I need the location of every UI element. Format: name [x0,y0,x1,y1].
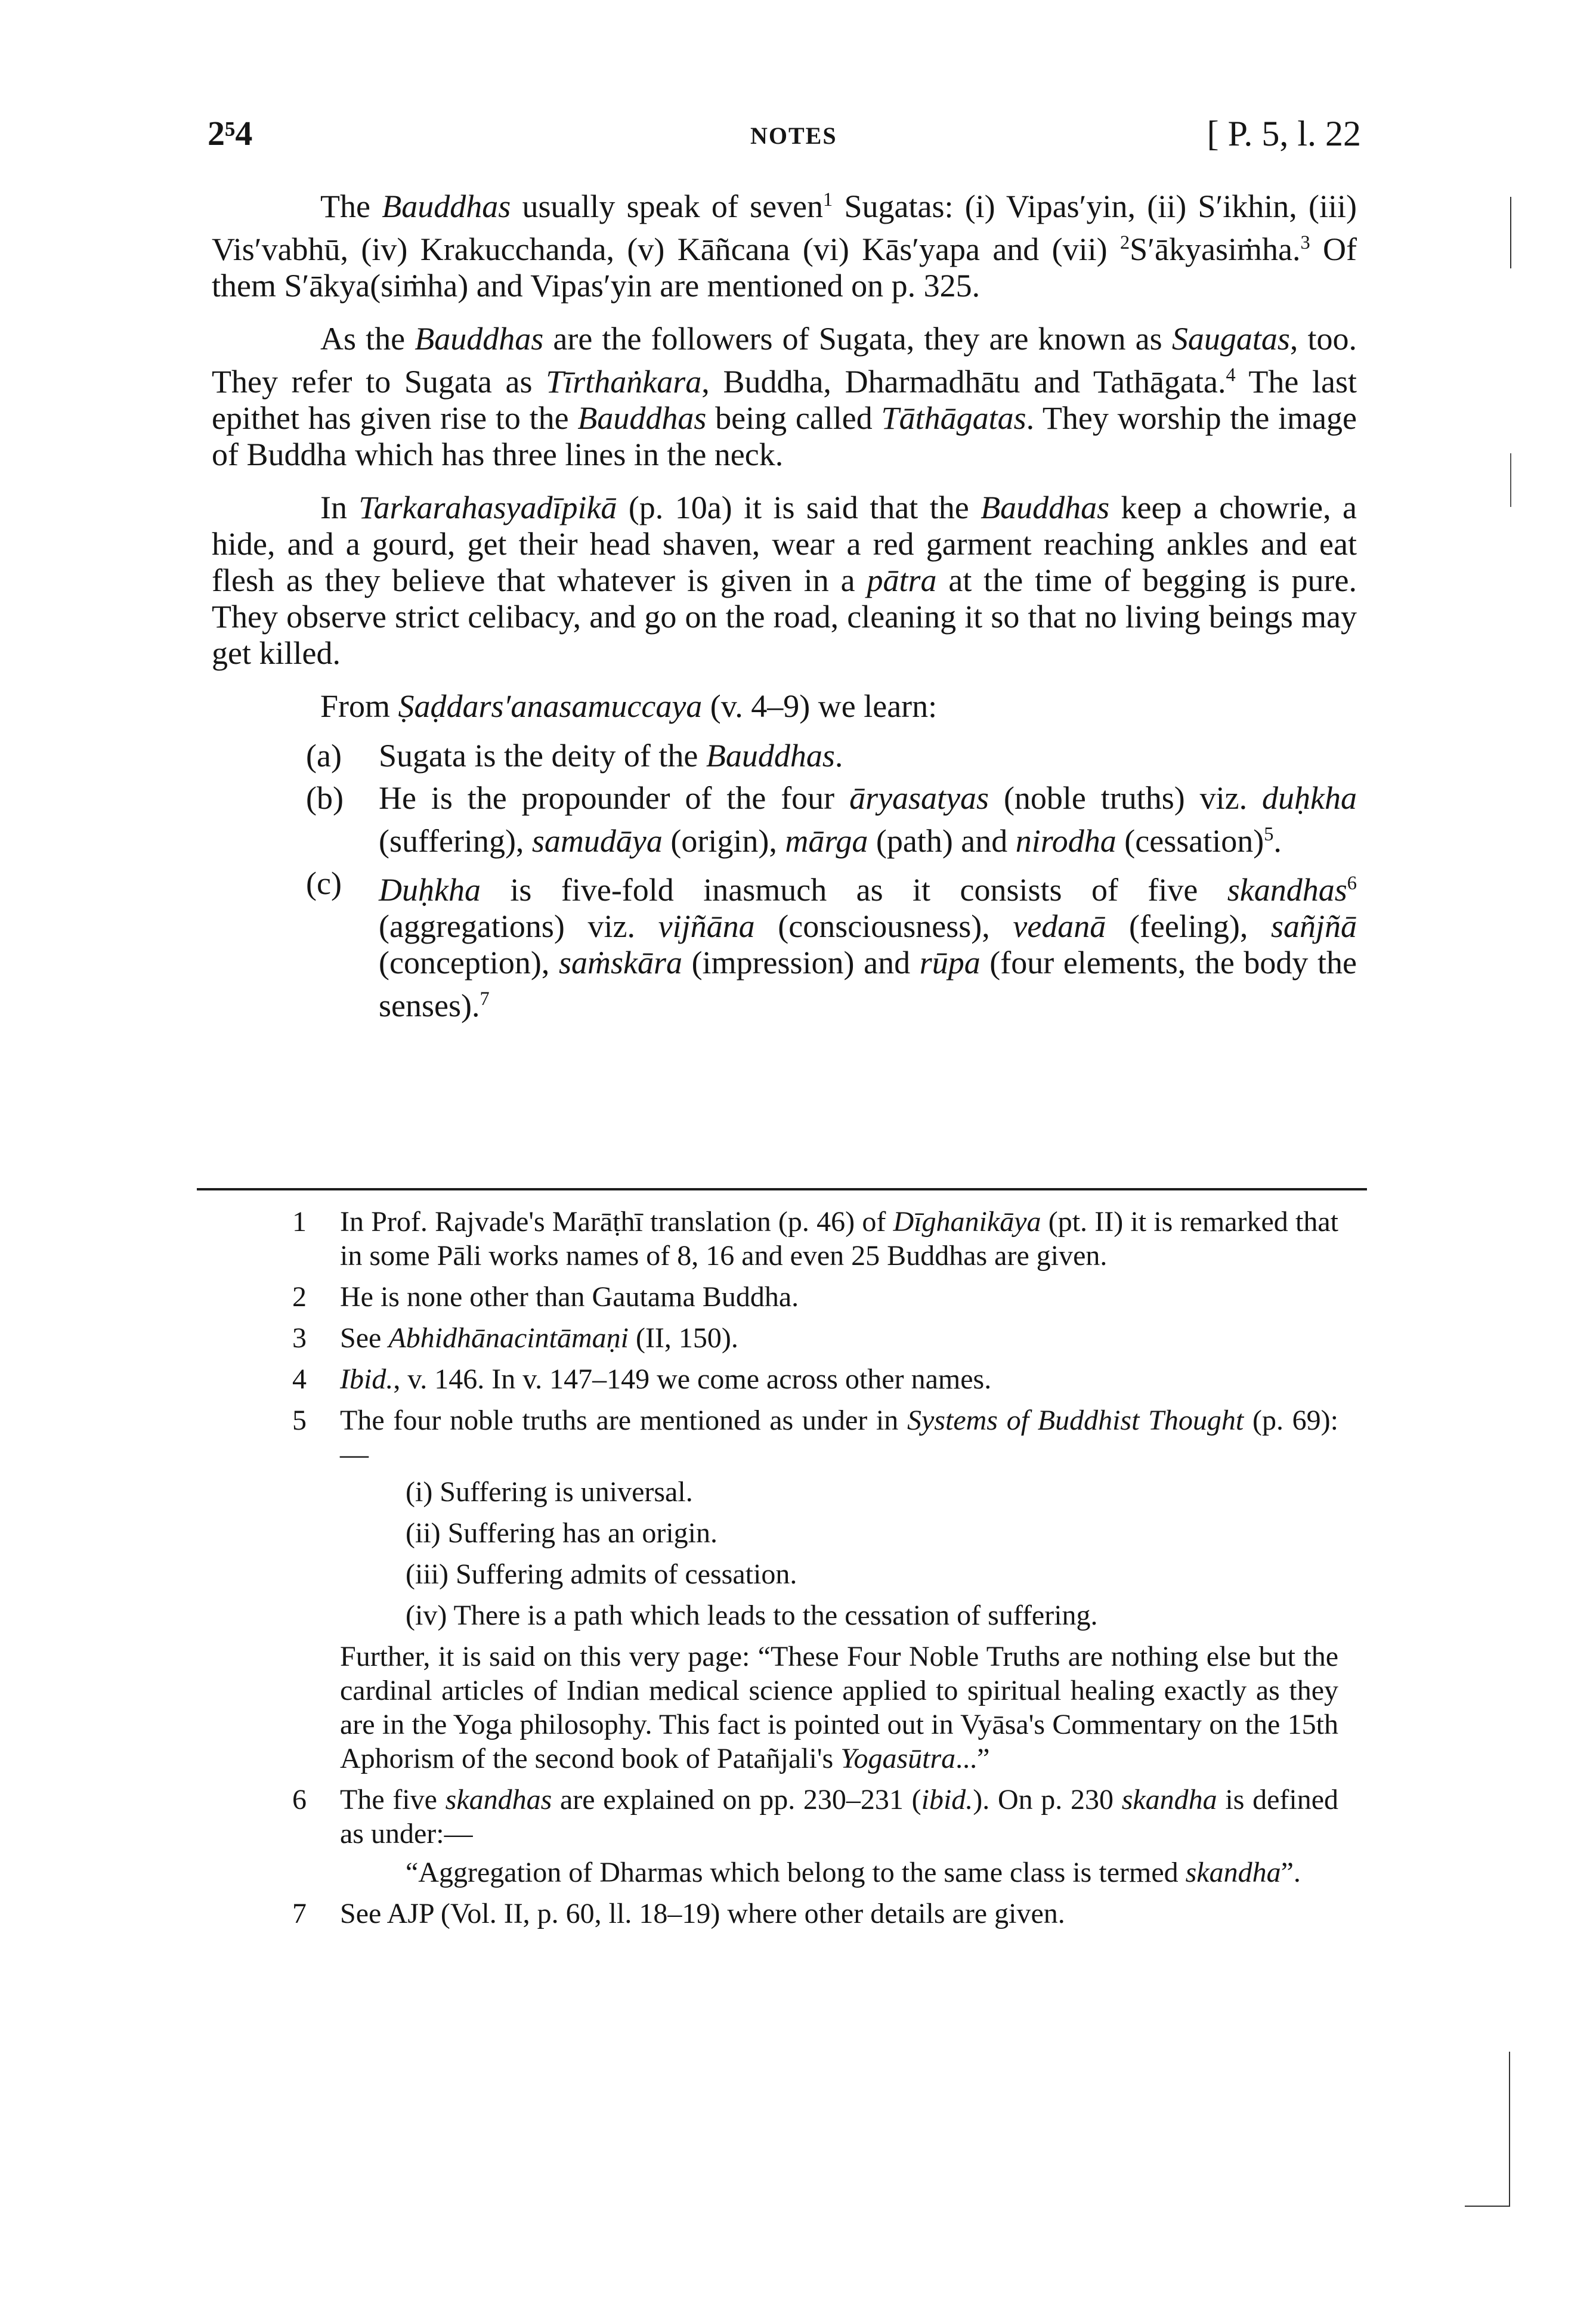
italic-term: Ibid. [340,1363,394,1395]
footnote-ref: 5 [1264,824,1274,845]
italic-term: Tarkarahasyadīpikā [358,490,617,525]
footnote-number: 6 [292,1784,307,1816]
italic-term: Bauddhas [981,490,1110,525]
italic-term: saṁskāra [558,945,682,981]
noble-truth-item: (iii) Suffering admits of cessation. [406,1558,797,1590]
italic-term: Tīrthaṅkara [546,364,702,400]
italic-term: skandhas [1227,872,1347,908]
margin-mark [1510,453,1511,507]
footnote-5 [280,1403,1338,1776]
footnote-text: The five skandhas are explained on pp. 230–231 (ibid.). On p. 230 skandha is defined as under:— [340,1784,1338,1850]
italic-term: rūpa [919,945,981,981]
footnote-ref: 1 [823,189,833,211]
italic-term: āryasatyas [849,780,989,816]
italic-term: Tāthāgatas [881,400,1026,436]
italic-term: skandha [1185,1857,1281,1888]
noble-truths-list [340,1475,1338,1632]
footnote-1 [280,1205,1338,1273]
paragraph-sugatas: The Bauddhas usually speak of seven$^1$ Sugatas: (i) Vipas′yin, (ii) S′ikhin, (iii) Vis′vabhū, (iv) Krakucchanda, (v) Kāñcana (vi) Kās′yapa and (vii) $^2$S′ākyasiṁha.$^3$ Of them S′ākya(siṁha) and Vipas′yin are mentioned on p. 325. [212,188,1357,304]
noble-truth-item: (ii) Suffering has an origin. [406,1517,718,1549]
italic-term: Duḥkha [379,872,481,908]
italic-term: Abhidhānacintāmaṇi [388,1322,629,1354]
noble-truth-item: (iv) There is a path which leads to the cessation of suffering. [406,1600,1098,1631]
footnote-2 [280,1280,1338,1314]
list-marker: (c) [306,865,342,901]
list-item-text: He is the propounder of the four āryasatyas (noble truths) viz. duḥkha (suffering), samudāya (origin), mārga (path) and nirodha (cessation)$^5$. [379,780,1357,859]
footnote-ref: 6 [1347,873,1357,894]
italic-term: pātra [867,562,937,598]
footnote-number: 7 [292,1898,307,1929]
italic-term: Bauddhas [706,738,835,774]
paragraph-saugatas: As the Bauddhas are the followers of Sugata, they are known as Saugatas, too. They refer to Sugata as Tīrthaṅkara, Buddha, Dharmadhātu and Tathāgata.$^4$ The last epithet has given rise to the Bauddhas being called Tāthāgatas. They worship the image of Buddha which has three lines in the neck. [212,321,1357,472]
paragraph-saddarsana-intro: From Ṣaḍdars′anasamuccaya (v. 4–9) we learn: [320,688,938,724]
running-title: NOTES [750,122,837,149]
italic-term: mārga [785,823,868,859]
binding-edge [1465,2206,1509,2207]
footnote-ref: 2 [1119,232,1130,253]
footnote-number: 5 [292,1405,307,1436]
binding-edge [1509,2052,1510,2207]
list-item [212,865,1357,1024]
footnote-ref: 7 [480,988,490,1010]
italic-term: Yogasūtra [840,1743,956,1774]
list-item-text: Sugata is the deity of the Bauddhas. [379,738,843,774]
page-reference: [ P. 5, l. 22 [1207,114,1361,153]
footnote-number: 4 [292,1363,307,1395]
italic-term: skandha [1121,1784,1217,1816]
footnote-7 [280,1897,1338,1931]
list-item [212,738,1357,774]
footnote-text: See Abhidhānacintāmaṇi (II, 150). [340,1322,738,1354]
page-header [208,113,1361,161]
italic-term: skandhas [445,1784,552,1816]
italic-term: sañjñā [1270,908,1357,944]
main-text [212,182,1357,1030]
footnote-number: 3 [292,1322,307,1354]
list-marker: (b) [306,780,344,816]
noble-truth-item: (i) Suffering is universal. [406,1476,693,1508]
italic-term: Bauddhas [577,400,707,436]
italic-term: nirodha [1015,823,1116,859]
list-item-text: Duḥkha is five-fold inasmuch as it consists of five skandhas$^6$ (aggregations) viz. vijñāna (consciousness), vedanā (feeling), sañjñā (conception), saṁskāra (impression) and rūpa (four elements, the body the senses).$^7$ [379,872,1357,1023]
italic-term: Dīghanikāya [893,1206,1041,1238]
footnote-quote: “Aggregation of Dharmas which belong to the same class is termed skandha”. [406,1857,1301,1888]
footnote-text: Ibid., v. 146. In v. 147–149 we come across other names. [340,1363,992,1395]
italic-term: Systems of Buddhist Thought [907,1405,1244,1436]
footnote-4 [280,1362,1338,1396]
footnote-text: The four noble truths are mentioned as under in Systems of Buddhist Thought (p. 69):— [340,1405,1338,1470]
italic-term: samudāya [531,823,663,859]
footnote-text: He is none other than Gautama Buddha. [340,1281,799,1313]
footnote-text: See AJP (Vol. II, p. 60, ll. 18–19) where other details are given. [340,1898,1065,1929]
footnote-divider [197,1188,1367,1190]
list-item [212,780,1357,859]
italic-term: Ṣaḍdars′anasamuccaya [398,688,703,724]
footnote-number: 2 [292,1281,307,1313]
footnote-3 [280,1321,1338,1355]
italic-term: Bauddhas [415,321,544,357]
footnote-text: In Prof. Rajvade's Marāṭhī translation (p. 46) of Dīghanikāya (pt. II) it is remarked that in some Pāli works names of 8, 16 and even 25 Buddhas are given. [340,1206,1338,1272]
italic-term: ibid. [921,1784,973,1816]
footnote-6 [280,1783,1338,1889]
footnotes [280,1205,1338,1938]
footnote-number: 1 [292,1206,307,1238]
italic-term: vijñāna [658,908,755,944]
page-number: 2⁵4 [208,114,253,153]
paragraph-tarkarahasya: In Tarkarahasyadīpikā (p. 10a) it is said that the Bauddhas keep a chowrie, a hide, and a gourd, get their head shaven, wear a red garment reaching ankles and eat flesh as they believe that whatever is given in a pātra at the time of begging is pure. They observe strict celibacy, and go on the road, cleaning it so that no living beings may get killed. [212,490,1357,671]
footnote-ref: 4 [1226,364,1236,386]
italic-term: duḥkha [1262,780,1357,816]
italic-term: Saugatas [1171,321,1290,357]
margin-mark [1510,197,1511,268]
list-marker: (a) [306,738,342,774]
italic-term: vedanā [1013,908,1106,944]
saddarsana-list [212,738,1357,1024]
footnote-continuation: Further, it is said on this very page: “These Four Noble Truths are nothing else but the cardinal articles of Indian medical science applied to spiritual healing exactly as they are in the Yoga philosophy. This fact is pointed out in Vyāsa's Commentary on the 15th Aphorism of the second book of Patañjali's Yogasūtra...” [340,1641,1338,1774]
footnote-ref: 3 [1300,232,1310,253]
italic-term: Bauddhas [382,188,511,224]
